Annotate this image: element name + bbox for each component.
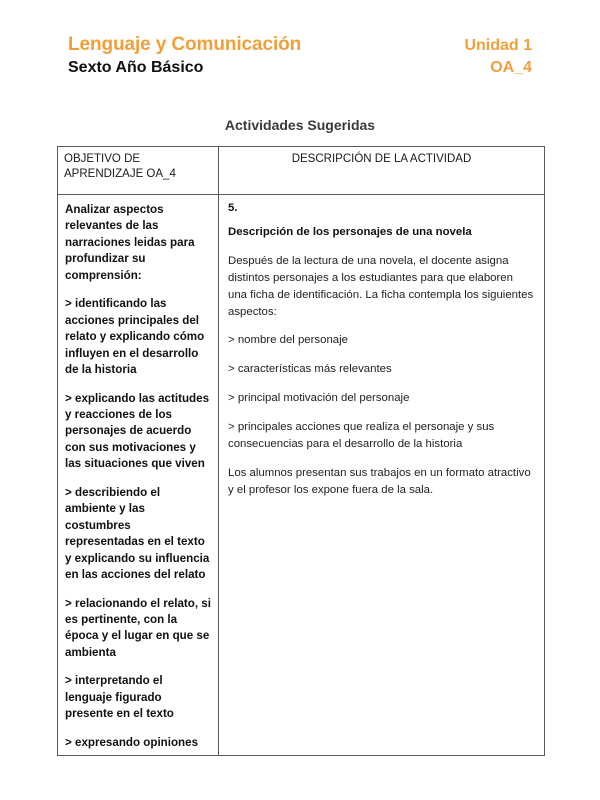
table-header [58,147,545,195]
header-row-primary [68,34,532,56]
objective-indicator: > identificando las acciones principales del relato y explicando cómo influyen en el desarrollo de la historia [65,297,205,377]
table-header-row [58,147,545,195]
grade-title: Sexto Año Básico [68,59,204,76]
description-cell [219,195,545,756]
column-header-objective: OBJETIVO DE APRENDIZAJE OA_4 [58,147,219,195]
column-header-description: DESCRIPCIÓN DE LA ACTIVIDAD [219,147,545,195]
table-body [58,195,545,756]
activity-aspect-item: > características más relevantes [228,363,392,376]
activity-number: 5. [228,202,238,214]
header-row-secondary [68,59,532,77]
activity-table [57,146,545,756]
table-row [58,195,545,756]
objective-indicator: > describiendo el ambiente y las costumbres representadas en el texto y explicando su influencia en las acciones del relato [65,485,210,582]
activity-aspect-item: > nombre del personaje [228,334,348,347]
subject-title: Lenguaje y Comunicación [68,34,302,55]
objective-statement: Analizar aspectos relevantes de las narraciones leidas para profundizar su comprensión: [65,203,195,282]
section-title: Actividades Sugeridas [224,117,376,133]
objective-indicator: > expresando opiniones [65,735,199,749]
activity-aspect-item: > principales acciones que realiza el personaje y sus consecuencias para el desarrollo de la historia [228,421,495,450]
activity-intro-paragraph: Después de la lectura de una novela, el docente asigna distintos personajes a los estudiantes para que elaboren una ficha de identificación. La ficha contempla los siguientes aspectos: [228,254,534,318]
oa-code-label: OA_4 [490,59,532,76]
objective-indicator: > interpretando el lenguaje figurado presente en el texto [65,674,174,721]
objective-indicator: > relacionando el relato, si es pertinente, con la época y el lugar en que se ambienta [65,596,211,659]
activity-aspect-item: > principal motivación del personaje [228,392,410,405]
objective-indicator: > explicando las actitudes y reacciones de los personajes de acuerdo con sus motivaciones y las situaciones que viven [65,391,210,471]
objective-cell [58,195,219,756]
activity-heading: Descripción de los personajes de una novela [228,226,472,238]
unit-label: Unidad 1 [464,37,532,54]
activity-closing-paragraph: Los alumnos presentan sus trabajos en un formato atractivo y el profesor los expone fuera de la sala. [228,466,531,496]
document-header [68,34,532,86]
